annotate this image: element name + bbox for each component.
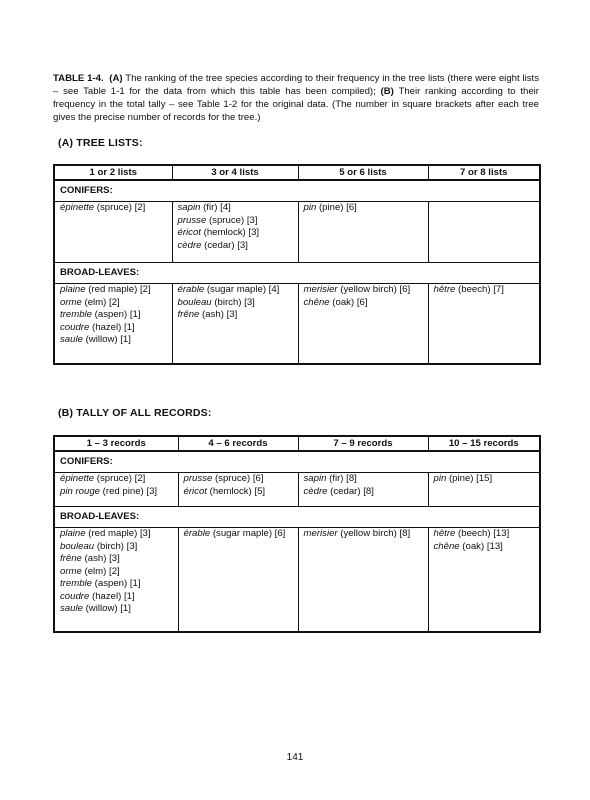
table-row: [54, 473, 540, 507]
tree-name-english-count: (pine) [15]: [446, 473, 493, 484]
tree-name-french: pin: [303, 202, 317, 213]
tree-name-english-count: (hazel) [1]: [89, 590, 135, 602]
table-row: [54, 284, 540, 364]
caption-part-b-label: (B): [380, 86, 394, 97]
tree-name-french: épinette: [60, 202, 95, 213]
caption-part-a-label: (A): [109, 73, 123, 84]
tree-name-french: éricot: [177, 227, 201, 238]
table-cell: [178, 528, 298, 632]
tree-entry: [60, 541, 173, 554]
group-label-conifers: CONIFERS:: [54, 451, 540, 473]
tree-name-english-count: (red pine) [3]: [100, 485, 158, 497]
tree-name-english-count: (red maple) [2]: [85, 284, 151, 295]
tree-name-french: frêne: [60, 553, 82, 564]
tree-name-english-count: (red maple) [3]: [85, 528, 151, 539]
table-caption: [53, 72, 539, 124]
table-cell: [54, 284, 172, 364]
tree-entry: [178, 297, 293, 310]
tree-name-english-count: (spruce) [3]: [206, 214, 258, 226]
tree-name-english-count: (sugar maple) [4]: [204, 284, 280, 295]
tree-name-french: orme: [60, 296, 82, 308]
table-cell: [428, 473, 540, 507]
caption-part-b-text: Their ranking according to their frequency in the total tally – see Table 1-2 for the original data. (The number in square brackets after each tree gives the precise number of records for the tree.): [53, 86, 540, 123]
tree-name-french: tremble: [60, 309, 92, 320]
table-row: [54, 528, 540, 632]
tree-name-french: orme: [60, 565, 82, 577]
tree-name-french: merisier: [303, 528, 338, 539]
tree-entry: [178, 215, 293, 228]
header-cell: 5 or 6 lists: [298, 165, 428, 180]
tree-entry: [60, 591, 173, 604]
tree-entry: [60, 322, 167, 335]
tree-name-french: chêne: [303, 296, 330, 308]
tree-entry: [60, 309, 167, 322]
table-cell: [298, 473, 428, 507]
tree-entry: [184, 528, 293, 541]
tree-name-english-count: (aspen) [1]: [92, 309, 141, 320]
tree-entry: [60, 284, 167, 297]
tree-name-french: prusse: [183, 473, 213, 484]
tree-name-french: coudre: [60, 321, 90, 333]
page-number: 141: [286, 752, 304, 763]
tree-name-french: érable: [177, 284, 205, 295]
tree-name-english-count: (cedar) [3]: [201, 239, 248, 251]
tree-name-english-count: (beech) [7]: [455, 284, 504, 295]
tree-name-english-count: (willow) [1]: [82, 334, 131, 345]
tree-entry: [60, 473, 173, 486]
tree-entry: [184, 473, 293, 486]
tree-entry: [60, 334, 167, 347]
tree-name-english-count: (fir) [8]: [326, 473, 357, 484]
tree-name-english-count: (oak) [13]: [459, 540, 503, 552]
tree-name-english-count: (spruce) [2]: [94, 202, 146, 213]
tree-name-french: épinette: [60, 473, 95, 484]
tree-name-english-count: (spruce) [6]: [212, 473, 264, 484]
tree-entry: [178, 227, 293, 240]
tree-name-french: sapin: [303, 473, 327, 484]
header-cell: 7 or 8 lists: [428, 165, 540, 180]
tree-name-english-count: (beech) [13]: [455, 528, 510, 539]
tree-entry: [304, 297, 423, 310]
tree-name-french: pin: [433, 473, 447, 484]
tree-entry: [60, 486, 173, 499]
tree-entry: [184, 486, 293, 499]
tree-name-french: chêne: [433, 540, 460, 552]
tree-entry: [434, 541, 535, 554]
tree-name-english-count: (fir) [4]: [200, 202, 231, 213]
tree-name-french: merisier: [303, 284, 338, 295]
tree-name-french: plaine: [60, 528, 86, 539]
tree-name-english-count: (hemlock) [3]: [200, 227, 260, 238]
tree-name-english-count: (pine) [6]: [316, 202, 357, 213]
tree-name-english-count: (ash) [3]: [199, 309, 238, 320]
table-cell: [428, 528, 540, 632]
table-cell: [54, 202, 172, 263]
tree-name-french: hêtre: [433, 284, 456, 295]
tree-name-english-count: (sugar maple) [6]: [210, 528, 286, 539]
tree-name-french: bouleau: [60, 540, 95, 552]
tree-name-english-count: (birch) [3]: [94, 540, 138, 552]
tree-name-english-count: (cedar) [8]: [327, 485, 374, 497]
tree-name-french: prusse: [177, 214, 207, 226]
tree-entry: [60, 578, 173, 591]
tree-name-french: saule: [60, 603, 83, 614]
header-cell: 10 – 15 records: [428, 436, 540, 451]
tally-table: [53, 435, 541, 633]
tree-name-english-count: (elm) [2]: [81, 296, 120, 308]
tree-entry: [60, 553, 173, 566]
tree-name-french: plaine: [60, 284, 86, 295]
tree-name-english-count: (ash) [3]: [81, 553, 120, 564]
tree-entry: [304, 284, 423, 297]
tree-name-french: tremble: [60, 578, 92, 589]
tree-entry: [304, 528, 423, 541]
tree-entry: [434, 528, 535, 541]
tree-entry: [60, 528, 173, 541]
tree-name-french: hêtre: [433, 528, 456, 539]
header-cell: 3 or 4 lists: [172, 165, 298, 180]
tree-entry: [304, 473, 423, 486]
table-cell: [178, 473, 298, 507]
tree-name-english-count: (spruce) [2]: [94, 473, 146, 484]
tree-name-english-count: (aspen) [1]: [92, 578, 141, 589]
tree-name-english-count: (yellow birch) [6]: [337, 284, 411, 295]
tree-name-english-count: (oak) [6]: [329, 296, 368, 308]
tree-name-french: sapin: [177, 202, 201, 213]
tree-entry: [178, 309, 293, 322]
tree-name-english-count: (yellow birch) [8]: [337, 528, 411, 539]
table-cell: [172, 202, 298, 263]
caption-label: TABLE 1-4.: [53, 73, 104, 84]
tree-entry: [178, 284, 293, 297]
tree-lists-table: [53, 164, 541, 365]
tree-name-english-count: (hemlock) [5]: [206, 485, 266, 497]
header-cell: 4 – 6 records: [178, 436, 298, 451]
tree-name-french: éricot: [183, 485, 207, 497]
table-cell: [428, 202, 540, 263]
table-cell: [298, 528, 428, 632]
tree-entry: [304, 486, 423, 499]
caption-part-a-text: The ranking of the tree species according to their frequency in the tree lists (there were eight lists – see Table 1-1 for the data from which this table has been compiled);: [53, 73, 539, 97]
tree-name-french: saule: [60, 334, 83, 345]
table-cell: [428, 284, 540, 364]
tree-name-english-count: (hazel) [1]: [89, 321, 135, 333]
tree-name-french: cèdre: [303, 485, 328, 497]
header-cell: 7 – 9 records: [298, 436, 428, 451]
table-row: [54, 202, 540, 263]
table-cell: [172, 284, 298, 364]
tree-entry: [178, 240, 293, 253]
header-cell: 1 – 3 records: [54, 436, 178, 451]
tree-name-english-count: (willow) [1]: [82, 603, 131, 614]
section-title-tree-lists: (A) TREE LISTS:: [58, 137, 143, 149]
tree-entry: [60, 202, 167, 215]
tree-name-french: pin rouge: [60, 485, 101, 497]
table-cell: [54, 528, 178, 632]
table-cell: [298, 202, 428, 263]
tree-name-french: coudre: [60, 590, 90, 602]
tree-entry: [60, 297, 167, 310]
tree-name-french: frêne: [177, 309, 200, 320]
group-label-broad-leaves: BROAD-LEAVES:: [54, 507, 540, 528]
tree-name-french: bouleau: [177, 296, 212, 308]
tree-entry: [60, 603, 173, 616]
tree-entry: [304, 202, 423, 215]
table-cell: [54, 473, 178, 507]
tree-name-french: érable: [183, 528, 211, 539]
table-cell: [298, 284, 428, 364]
section-title-tally: (B) TALLY OF ALL RECORDS:: [58, 407, 212, 419]
header-cell: 1 or 2 lists: [54, 165, 172, 180]
tree-entry: [178, 202, 293, 215]
group-label-broad-leaves: BROAD-LEAVES:: [54, 263, 540, 284]
tree-name-english-count: (birch) [3]: [211, 296, 255, 308]
tree-name-french: cèdre: [177, 239, 202, 251]
group-label-conifers: CONIFERS:: [54, 180, 540, 202]
tree-entry: [434, 284, 535, 297]
tree-entry: [60, 566, 173, 579]
tree-entry: [434, 473, 535, 486]
tree-name-english-count: (elm) [2]: [81, 565, 120, 577]
